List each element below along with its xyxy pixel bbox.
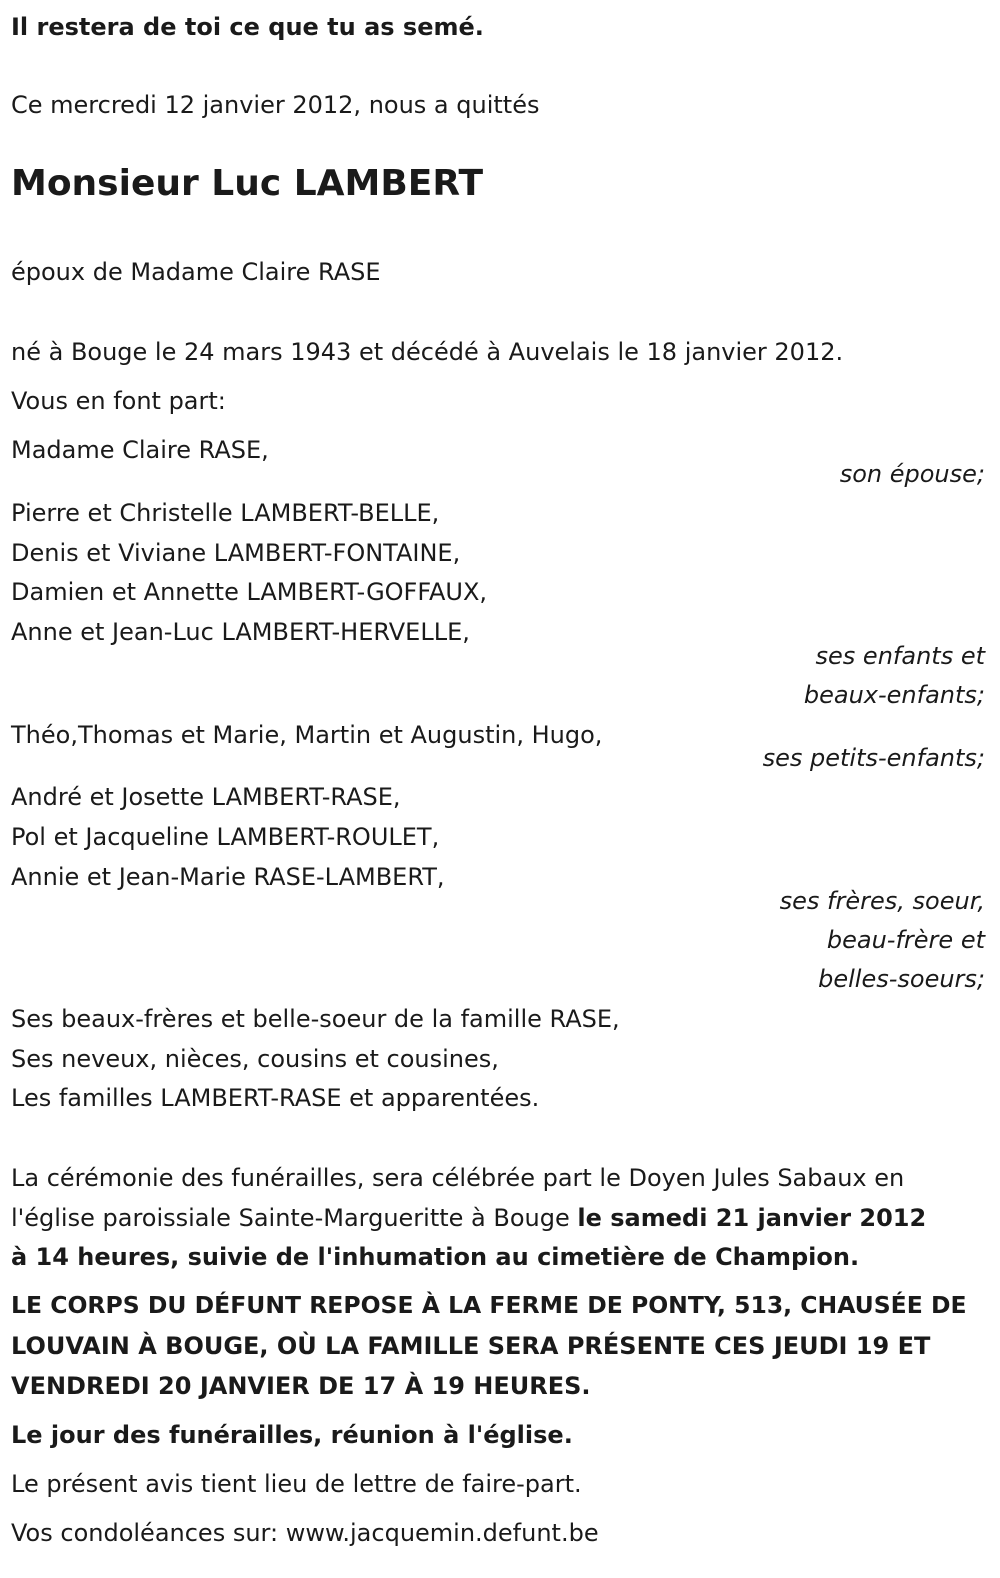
viewing-line: LOUVAIN À BOUGE, OÙ LA FAMILLE SERA PRÉSENTE CES JEUDI 19 ET [11, 1332, 931, 1360]
family-siblings-role: ses frères, soeur, [779, 887, 985, 915]
meeting-note: Le jour des funérailles, réunion à l'église. [11, 1421, 573, 1449]
ceremony-church: l'église paroissiale Sainte-Margueritte à Bouge [11, 1204, 578, 1232]
family-child: Damien et Annette LAMBERT-GOFFAUX, [11, 578, 488, 606]
family-child: Pierre et Christelle LAMBERT-BELLE, [11, 499, 440, 527]
family-sibling: André et Josette LAMBERT-RASE, [11, 783, 401, 811]
viewing-line: VENDREDI 20 JANVIER DE 17 À 19 HEURES. [11, 1372, 591, 1400]
notice-note: Le présent avis tient lieu de lettre de faire-part. [11, 1470, 582, 1498]
family-grandchildren-role: ses petits-enfants; [762, 744, 985, 772]
condolences-link[interactable]: Vos condoléances sur: www.jacquemin.defunt.be [11, 1519, 599, 1547]
announcement: Ce mercredi 12 janvier 2012, nous a quittés [11, 91, 540, 119]
family-sibling: Annie et Jean-Marie RASE-LAMBERT, [11, 863, 445, 891]
epigraph: Il restera de toi ce que tu as semé. [11, 13, 484, 41]
viewing-line: LE CORPS DU DÉFUNT REPOSE À LA FERME DE PONTY, 513, CHAUSÉE DE [11, 1291, 967, 1319]
family-siblings-role: belles-soeurs; [818, 965, 985, 993]
ceremony-date: le samedi 21 janvier 2012 [577, 1204, 927, 1232]
family-child: Anne et Jean-Luc LAMBERT-HERVELLE, [11, 618, 470, 646]
spouse-line: époux de Madame Claire RASE [11, 258, 381, 286]
family-children-role: beaux-enfants; [803, 681, 985, 709]
family-spouse-role: son épouse; [839, 460, 985, 488]
deceased-name: Monsieur Luc LAMBERT [11, 163, 484, 204]
intro: Vous en font part: [11, 387, 226, 415]
family-others: Ses neveux, nièces, cousins et cousines, [11, 1045, 499, 1073]
family-child: Denis et Viviane LAMBERT-FONTAINE, [11, 539, 461, 567]
family-others: Les familles LAMBERT-RASE et apparentées. [11, 1084, 540, 1112]
family-children-role: ses enfants et [815, 642, 985, 670]
ceremony-time-burial: à 14 heures, suivie de l'inhumation au cimetière de Champion. [11, 1243, 860, 1271]
birth-death: né à Bouge le 24 mars 1943 et décédé à Auvelais le 18 janvier 2012. [11, 338, 844, 366]
ceremony-line: La cérémonie des funérailles, sera célébrée part le Doyen Jules Sabaux en [11, 1164, 905, 1192]
family-spouse-name: Madame Claire RASE, [11, 436, 269, 464]
family-sibling: Pol et Jacqueline LAMBERT-ROULET, [11, 823, 440, 851]
family-siblings-role: beau-frère et [826, 926, 985, 954]
family-others: Ses beaux-frères et belle-soeur de la famille RASE, [11, 1005, 620, 1033]
ceremony-line [11, 1206, 926, 1230]
family-grandchildren: Théo,Thomas et Marie, Martin et Augustin, Hugo, [11, 721, 603, 749]
